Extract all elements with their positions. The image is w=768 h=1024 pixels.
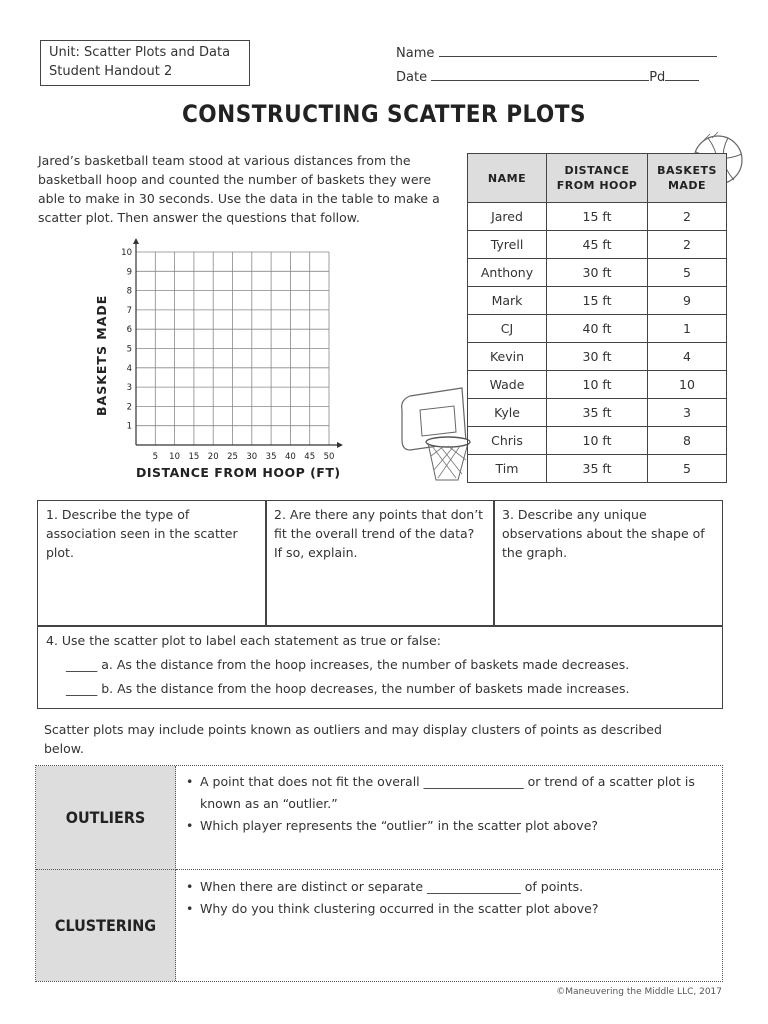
copyright-footer: ©Maneuvering the Middle LLC, 2017 (556, 987, 722, 997)
statement-b-text: b. As the distance from the hoop decreases, the number of baskets made increases. (101, 681, 630, 696)
table-row (468, 231, 727, 259)
cell-name: Tim (468, 455, 547, 483)
date-label: Date (396, 70, 428, 85)
x-tick-label: 10 (169, 452, 181, 462)
x-tick-label: 45 (304, 452, 316, 462)
name-label: Name (396, 46, 435, 61)
question-1-text: 1. Describe the type of association seen in the scatter plot. (46, 507, 238, 560)
cell-baskets: 9 (648, 287, 727, 315)
question-3-box[interactable] (493, 500, 723, 627)
cell-distance: 15 ft (547, 287, 648, 315)
cell-distance: 30 ft (547, 259, 648, 287)
statement-a-text: a. As the distance from the hoop increases, the number of baskets made decreases. (101, 657, 630, 672)
x-tick-label: 35 (265, 452, 277, 462)
col-header-baskets: BASKETS MADE (648, 154, 727, 203)
y-tick-label: 9 (126, 267, 132, 278)
outliers-label: OUTLIERS (65, 808, 146, 827)
table-row (468, 455, 727, 483)
cell-baskets: 2 (648, 203, 727, 231)
table-row (468, 315, 727, 343)
question-3-text: 3. Describe any unique observations about the shape of the graph. (502, 507, 705, 560)
cell-name: Kevin (468, 343, 547, 371)
question-2-box[interactable] (265, 500, 495, 627)
page-title: CONSTRUCTING SCATTER PLOTS (181, 100, 587, 128)
basketball-hoop-icon (396, 380, 476, 490)
intro-text: Jared’s basketball team stood at various distances from the basketball hoop and counted the number of baskets they were able to make in 30 seconds. Use the data in the table to make a scatter plot. Then answer the questions that follow. (38, 153, 440, 225)
x-axis-label: DISTANCE FROM HOOP (FT) (136, 465, 341, 480)
outliers-label-cell (36, 766, 176, 870)
unit-line1: Unit: Scatter Plots and Data (49, 45, 231, 60)
cell-name: Chris (468, 427, 547, 455)
clustering-label-cell (36, 870, 176, 981)
cell-distance: 30 ft (547, 343, 648, 371)
cell-distance: 40 ft (547, 315, 648, 343)
unit-line2: Student Handout 2 (49, 64, 173, 79)
pd-label: Pd (649, 70, 666, 85)
x-tick-label: 15 (188, 452, 200, 462)
table-row (468, 203, 727, 231)
question-4-box (37, 625, 723, 709)
cell-distance: 35 ft (547, 455, 648, 483)
cell-baskets: 5 (648, 259, 727, 287)
table-row (468, 427, 727, 455)
question-2-text: 2. Are there any points that don’t fit the overall trend of the data? If so, explain. (274, 507, 484, 560)
cell-name: Anthony (468, 259, 547, 287)
cell-baskets: 5 (648, 455, 727, 483)
y-tick-label: 1 (126, 421, 132, 432)
cell-baskets: 1 (648, 315, 727, 343)
y-tick-label: 7 (126, 305, 132, 316)
col-header-name: NAME (468, 154, 547, 203)
statement-a (66, 655, 714, 674)
x-tick-label: 20 (207, 452, 219, 462)
name-field[interactable] (396, 42, 717, 61)
outliers-bullet-2: • Which player represents the “outlier” in the scatter plot above? (186, 815, 716, 837)
table-row (468, 343, 727, 371)
question-1-box[interactable] (37, 500, 267, 627)
y-tick-label: 8 (126, 286, 132, 297)
x-tick-label: 40 (284, 452, 296, 462)
cell-name: Kyle (468, 399, 547, 427)
statement-a-blank[interactable]: _____ (66, 657, 98, 672)
cell-distance: 15 ft (547, 203, 648, 231)
outliers-b1-post: or trend of a scatter plot is known as an “outlier.” (200, 774, 695, 811)
cell-name: Jared (468, 203, 547, 231)
cell-distance: 10 ft (547, 371, 648, 399)
cell-distance: 35 ft (547, 399, 648, 427)
statement-b-blank[interactable]: _____ (66, 681, 98, 696)
y-axis-label: BASKETS MADE (94, 294, 109, 416)
y-tick-label: 2 (126, 402, 132, 413)
table-row (468, 287, 727, 315)
y-tick-label: 10 (121, 248, 132, 258)
x-tick-label: 30 (246, 452, 258, 462)
y-tick-label: 4 (126, 363, 132, 374)
outliers-bullet-1: • A point that does not fit the overall ________________ or trend of a scatter plot is known as an “outlier.” (186, 774, 695, 811)
clustering-b1-post: of points. (524, 879, 584, 894)
outliers-blank[interactable]: ________________ (423, 774, 524, 789)
date-field[interactable] (396, 66, 699, 85)
scatter-plot-grid[interactable] (88, 236, 348, 488)
date-line[interactable] (431, 66, 649, 81)
data-table (467, 153, 727, 483)
table-row (468, 371, 727, 399)
cell-baskets: 8 (648, 427, 727, 455)
name-line[interactable] (439, 42, 717, 57)
y-tick-label: 5 (126, 344, 132, 355)
cell-baskets: 3 (648, 399, 727, 427)
x-tick-label: 5 (152, 452, 159, 462)
y-tick-label: 6 (126, 325, 132, 336)
y-axis-arrow (133, 238, 139, 244)
outliers-b2: Which player represents the “outlier” in the scatter plot above? (200, 818, 599, 833)
cell-name: Mark (468, 287, 547, 315)
clustering-content (186, 876, 716, 920)
x-tick-label: 25 (227, 452, 238, 462)
clustering-bullet-1: • When there are distinct or separate _______________ of points. (186, 879, 584, 894)
clustering-b2: Why do you think clustering occurred in the scatter plot above? (200, 901, 599, 916)
col-header-distance: DISTANCE FROM HOOP (547, 154, 648, 203)
x-axis-arrow (337, 442, 343, 448)
cell-baskets: 4 (648, 343, 727, 371)
cell-baskets: 2 (648, 231, 727, 259)
y-tick-label: 3 (126, 383, 132, 394)
pd-line[interactable] (665, 66, 699, 81)
cell-distance: 10 ft (547, 427, 648, 455)
cell-name: Tyrell (468, 231, 547, 259)
table-row (468, 399, 727, 427)
statement-b (66, 679, 714, 698)
row-divider (176, 869, 722, 870)
note-text: Scatter plots may include points known as outliers and may display clusters of points as described below. (44, 722, 662, 756)
cell-name: Wade (468, 371, 547, 399)
definitions-panel (35, 765, 723, 982)
cell-baskets: 10 (648, 371, 727, 399)
clustering-label: CLUSTERING (54, 916, 157, 935)
outliers-content (186, 771, 716, 837)
cell-name: CJ (468, 315, 547, 343)
clustering-blank[interactable]: _______________ (427, 879, 521, 894)
question-4-text: 4. Use the scatter plot to label each statement as true or false: (46, 633, 441, 648)
x-tick-label: 50 (323, 452, 335, 462)
clustering-b1-pre: When there are distinct or separate (200, 879, 424, 894)
outliers-b1-pre: A point that does not fit the overall (200, 774, 420, 789)
table-row (468, 259, 727, 287)
clustering-bullet-2: • Why do you think clustering occurred in the scatter plot above? (186, 898, 716, 920)
unit-box (40, 40, 250, 86)
cell-distance: 45 ft (547, 231, 648, 259)
